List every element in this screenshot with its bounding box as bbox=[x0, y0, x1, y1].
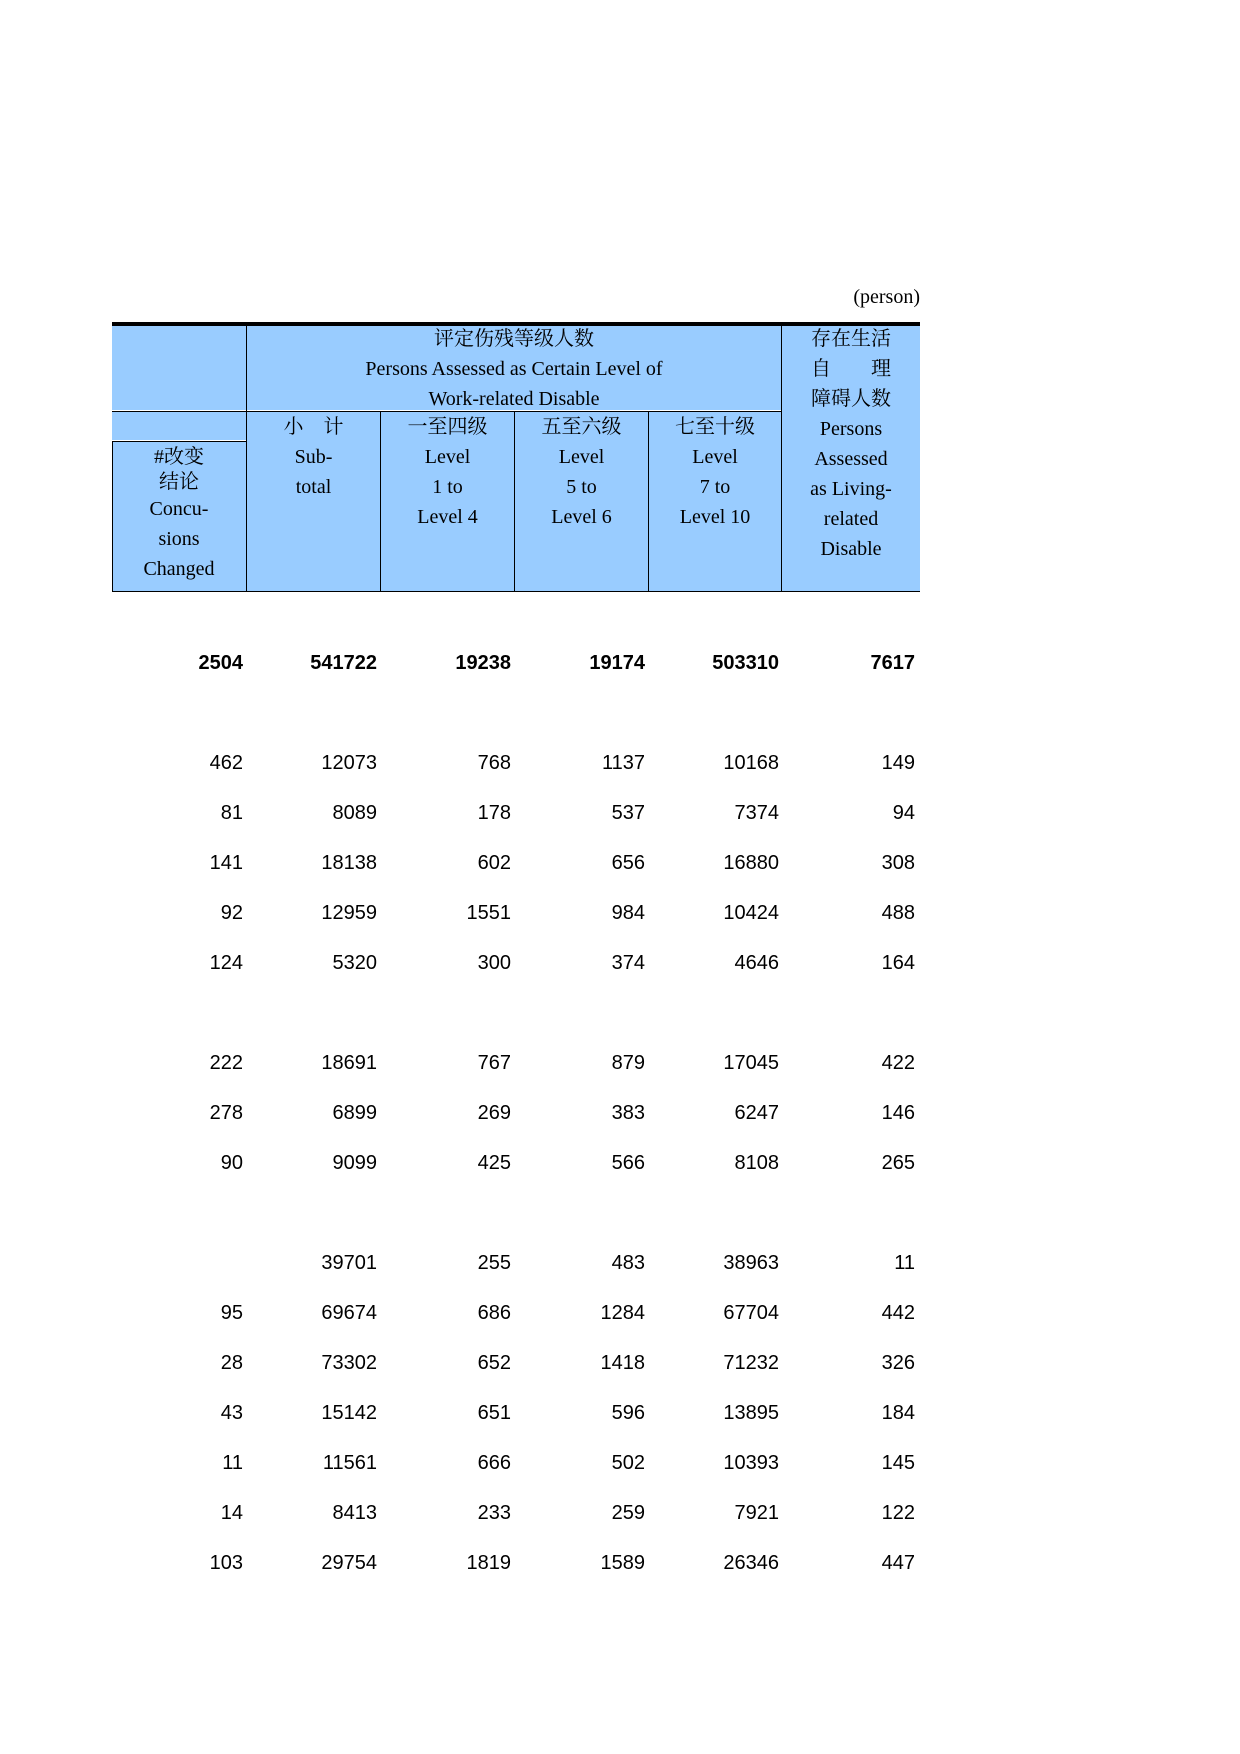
cell-subtotal: 11561 bbox=[322, 1452, 377, 1474]
header-vrule-left bbox=[112, 442, 113, 592]
cell-level7-10: 6247 bbox=[734, 1102, 779, 1124]
subtotal-en-2: total bbox=[295, 476, 332, 498]
cell-level1-4: 300 bbox=[477, 952, 511, 974]
cell-living: 184 bbox=[881, 1402, 915, 1424]
cell-living: 122 bbox=[881, 1502, 915, 1524]
changed-en-2: sions bbox=[158, 528, 200, 550]
cell-subtotal: 15142 bbox=[321, 1402, 377, 1424]
cell-level7-10: 503310 bbox=[712, 652, 779, 674]
cell-level7-10: 16880 bbox=[723, 852, 779, 874]
cell-changed: 124 bbox=[209, 952, 243, 974]
assessed-en-2: Work-related Disable bbox=[428, 388, 600, 410]
cell-subtotal: 9099 bbox=[332, 1152, 377, 1174]
level7-10-en-2: 7 to bbox=[699, 476, 731, 498]
cell-level5-6: 483 bbox=[611, 1252, 645, 1274]
cell-level7-10: 38963 bbox=[723, 1252, 779, 1274]
cell-living: 326 bbox=[881, 1352, 915, 1374]
cell-changed: 222 bbox=[209, 1052, 243, 1074]
cell-level5-6: 1589 bbox=[600, 1552, 645, 1574]
cell-level1-4: 652 bbox=[477, 1352, 511, 1374]
cell-living: 164 bbox=[881, 952, 915, 974]
cell-level7-10: 71232 bbox=[723, 1352, 779, 1374]
cell-level5-6: 19174 bbox=[589, 652, 645, 674]
living-en-5: Disable bbox=[820, 538, 882, 560]
cell-changed: 92 bbox=[220, 902, 243, 924]
cell-level5-6: 259 bbox=[611, 1502, 645, 1524]
cell-level7-10: 7921 bbox=[734, 1502, 779, 1524]
cell-changed: 103 bbox=[209, 1552, 243, 1574]
header-rule-3 bbox=[112, 441, 246, 442]
cell-level7-10: 10393 bbox=[723, 1452, 779, 1474]
cell-level1-4: 425 bbox=[477, 1152, 511, 1174]
cell-level1-4: 666 bbox=[477, 1452, 511, 1474]
living-zh-1: 存在生活 bbox=[811, 328, 891, 350]
cell-subtotal: 39701 bbox=[321, 1252, 377, 1274]
header-living bbox=[782, 322, 920, 592]
cell-living: 11 bbox=[894, 1252, 915, 1274]
living-en-3: as Living- bbox=[810, 478, 892, 500]
level5-6-en-3: Level 6 bbox=[551, 506, 612, 528]
cell-level1-4: 19238 bbox=[455, 652, 511, 674]
header-vrule-5 bbox=[781, 322, 782, 592]
cell-living: 94 bbox=[892, 802, 915, 824]
cell-level7-10: 67704 bbox=[723, 1302, 779, 1324]
living-en-1: Persons bbox=[819, 418, 883, 440]
cell-level7-10: 10424 bbox=[723, 902, 779, 924]
cell-level1-4: 178 bbox=[477, 802, 511, 824]
level1-4-en-1: Level bbox=[424, 446, 471, 468]
cell-level7-10: 10168 bbox=[723, 752, 779, 774]
cell-subtotal: 8089 bbox=[332, 802, 377, 824]
level5-6-zh: 五至六级 bbox=[541, 416, 622, 438]
living-zh-2: 自 理 bbox=[811, 358, 891, 380]
subtotal-en-1: Sub- bbox=[294, 446, 333, 468]
cell-level1-4: 686 bbox=[477, 1302, 511, 1324]
level5-6-en-2: 5 to bbox=[566, 476, 597, 498]
unit-label: (person) bbox=[853, 286, 920, 308]
header-level1-4 bbox=[381, 412, 514, 592]
cell-changed: 81 bbox=[220, 802, 243, 824]
cell-level1-4: 768 bbox=[477, 752, 511, 774]
header-blank-mid bbox=[112, 412, 246, 440]
cell-level5-6: 1284 bbox=[600, 1302, 645, 1324]
cell-changed: 462 bbox=[209, 752, 243, 774]
cell-subtotal: 12073 bbox=[321, 752, 377, 774]
header-assessed-group bbox=[247, 322, 781, 410]
cell-changed: 43 bbox=[220, 1402, 243, 1424]
header-bottom-rule bbox=[112, 591, 920, 592]
level1-4-zh: 一至四级 bbox=[407, 416, 488, 438]
cell-subtotal: 6899 bbox=[332, 1102, 377, 1124]
level7-10-en-3: Level 10 bbox=[679, 506, 751, 528]
cell-living: 265 bbox=[881, 1152, 915, 1174]
assessed-en-1: Persons Assessed as Certain Level of bbox=[365, 358, 663, 380]
cell-level1-4: 255 bbox=[477, 1252, 511, 1274]
cell-level7-10: 17045 bbox=[723, 1052, 779, 1074]
level1-4-en-3: Level 4 bbox=[417, 506, 478, 528]
header-rule-2 bbox=[112, 411, 246, 412]
cell-subtotal: 69674 bbox=[321, 1302, 377, 1324]
cell-level7-10: 26346 bbox=[723, 1552, 779, 1574]
cell-changed: 28 bbox=[220, 1352, 243, 1374]
level1-4-en-2: 1 to bbox=[432, 476, 463, 498]
header-vrule-4 bbox=[648, 412, 649, 592]
cell-living: 422 bbox=[881, 1052, 915, 1074]
cell-level5-6: 383 bbox=[611, 1102, 645, 1124]
cell-level1-4: 767 bbox=[477, 1052, 511, 1074]
cell-level1-4: 233 bbox=[477, 1502, 511, 1524]
cell-subtotal: 8413 bbox=[332, 1502, 377, 1524]
header-level5-6 bbox=[515, 412, 648, 592]
changed-en-1: Concu- bbox=[149, 498, 209, 520]
cell-living: 145 bbox=[881, 1452, 915, 1474]
cell-level5-6: 566 bbox=[611, 1152, 645, 1174]
cell-living: 149 bbox=[881, 752, 915, 774]
level7-10-en-1: Level bbox=[692, 446, 738, 468]
living-en-4: related bbox=[823, 508, 879, 530]
cell-living: 308 bbox=[881, 852, 915, 874]
cell-living: 442 bbox=[881, 1302, 915, 1324]
cell-level5-6: 596 bbox=[611, 1402, 645, 1424]
cell-living: 146 bbox=[881, 1102, 915, 1124]
cell-level5-6: 374 bbox=[611, 952, 645, 974]
assessed-zh: 评定伤残等级人数 bbox=[434, 328, 594, 350]
header-blank-top bbox=[112, 322, 246, 410]
cell-level5-6: 984 bbox=[611, 902, 645, 924]
level7-10-zh: 七至十级 bbox=[675, 416, 755, 438]
cell-subtotal: 5320 bbox=[332, 952, 377, 974]
cell-level5-6: 1418 bbox=[600, 1352, 645, 1374]
changed-en-3: Changed bbox=[143, 558, 215, 580]
cell-changed: 14 bbox=[220, 1502, 243, 1524]
cell-changed: 90 bbox=[220, 1152, 243, 1174]
cell-level7-10: 8108 bbox=[734, 1152, 779, 1174]
cell-living: 7617 bbox=[870, 652, 915, 674]
cell-subtotal: 29754 bbox=[321, 1552, 377, 1574]
cell-level1-4: 269 bbox=[477, 1102, 511, 1124]
cell-changed: 95 bbox=[220, 1302, 243, 1324]
living-zh-3: 障碍人数 bbox=[811, 388, 891, 410]
subtotal-zh: 小 计 bbox=[283, 416, 344, 438]
cell-changed: 141 bbox=[209, 852, 243, 874]
cell-changed: 278 bbox=[209, 1102, 243, 1124]
table-top-rule bbox=[112, 322, 920, 326]
cell-subtotal: 541722 bbox=[310, 652, 377, 674]
changed-zh-2: 结论 bbox=[159, 471, 199, 493]
header-vrule-3 bbox=[514, 412, 515, 592]
cell-subtotal: 18138 bbox=[321, 852, 377, 874]
header-changed bbox=[112, 442, 246, 592]
cell-subtotal: 12959 bbox=[321, 902, 377, 924]
cell-subtotal: 18691 bbox=[321, 1052, 377, 1074]
cell-subtotal: 73302 bbox=[321, 1352, 377, 1374]
header-vrule-2 bbox=[380, 412, 381, 592]
cell-level5-6: 1137 bbox=[601, 752, 645, 774]
cell-living: 488 bbox=[881, 902, 915, 924]
cell-level5-6: 537 bbox=[611, 802, 645, 824]
header-vrule-1 bbox=[246, 322, 247, 592]
cell-changed: 11 bbox=[222, 1452, 243, 1474]
cell-level5-6: 502 bbox=[611, 1452, 645, 1474]
cell-changed: 2504 bbox=[198, 652, 243, 674]
cell-level7-10: 13895 bbox=[723, 1402, 779, 1424]
cell-level7-10: 4646 bbox=[734, 952, 779, 974]
cell-level1-4: 602 bbox=[477, 852, 511, 874]
cell-living: 447 bbox=[881, 1552, 915, 1574]
cell-level1-4: 1819 bbox=[466, 1552, 511, 1574]
header-level7-10 bbox=[649, 412, 781, 592]
header-subtotal bbox=[247, 412, 380, 592]
cell-level7-10: 7374 bbox=[734, 802, 779, 824]
level5-6-en-1: Level bbox=[558, 446, 605, 468]
cell-level1-4: 651 bbox=[477, 1402, 511, 1424]
cell-level5-6: 656 bbox=[611, 852, 645, 874]
living-en-2: Assessed bbox=[814, 448, 888, 470]
cell-level5-6: 879 bbox=[611, 1052, 645, 1074]
changed-zh-1: #改变 bbox=[154, 446, 204, 468]
cell-level1-4: 1551 bbox=[466, 902, 511, 924]
